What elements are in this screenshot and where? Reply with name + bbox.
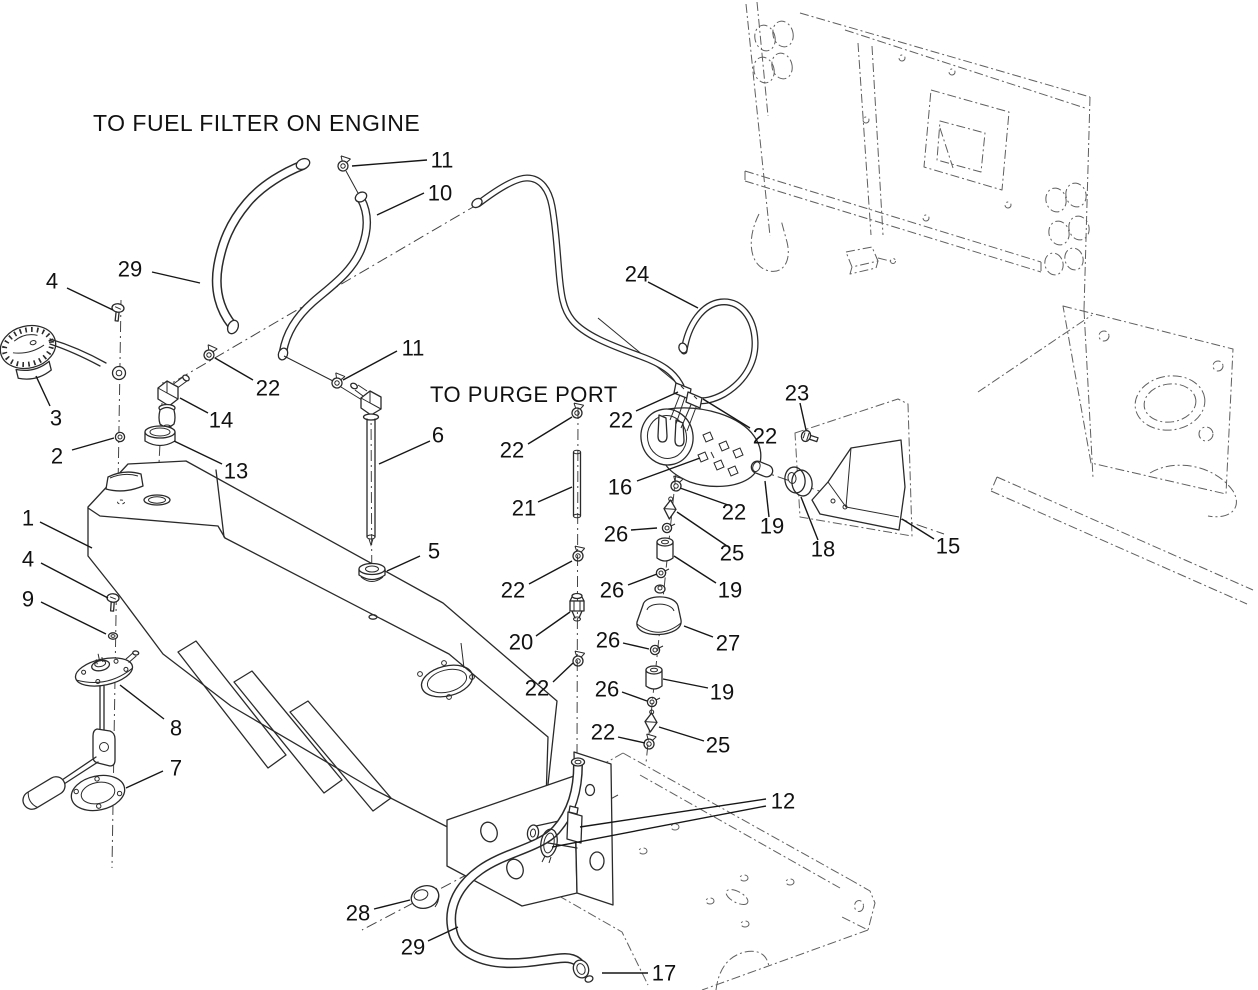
leader-line-26 (623, 643, 649, 649)
callout-26: 26 (599, 577, 625, 603)
callout-1: 1 (21, 505, 35, 531)
callout-18: 18 (810, 536, 836, 562)
bushing-13 (145, 426, 175, 446)
leader-line-11 (352, 160, 427, 166)
callout-23: 23 (784, 380, 810, 406)
pump-terminal (658, 415, 667, 442)
leader-line-25 (659, 727, 704, 741)
callout-27: 27 (715, 630, 741, 656)
callout-19: 19 (709, 679, 735, 705)
grommet-18 (783, 465, 814, 497)
fitting-20 (570, 594, 584, 622)
leader-line-26 (631, 528, 657, 530)
callout-9: 9 (21, 586, 35, 612)
callout-5: 5 (427, 538, 441, 564)
callout-29: 29 (117, 256, 143, 282)
callout-22: 22 (752, 423, 778, 449)
callout-2: 2 (50, 443, 64, 469)
callout-20: 20 (508, 629, 534, 655)
leader-line-27 (684, 626, 713, 637)
callout-22: 22 (608, 407, 634, 433)
callout-7: 7 (169, 755, 183, 781)
bracket-15 (812, 440, 905, 530)
leader-line-19 (663, 679, 708, 688)
leader-line-19 (674, 556, 716, 583)
callout-22: 22 (255, 375, 281, 401)
callout-4: 4 (45, 268, 59, 294)
callout-25: 25 (719, 540, 745, 566)
note-to-fuel-filter: TO FUEL FILTER ON ENGINE (93, 110, 421, 136)
leader-line-23 (800, 403, 806, 430)
screw-23 (800, 429, 819, 445)
screw-4-lower (106, 593, 119, 611)
hose-10 (277, 190, 369, 361)
fuel-cap (0, 320, 126, 385)
callout-13: 13 (223, 458, 249, 484)
callout-29: 29 (400, 934, 426, 960)
leader-line-22 (529, 561, 572, 584)
leader-line-29 (152, 272, 200, 283)
callout-22: 22 (499, 437, 525, 463)
filter-column (637, 476, 683, 750)
callout-22: 22 (524, 675, 550, 701)
leader-line-10 (377, 193, 424, 215)
callout-22: 22 (590, 719, 616, 745)
leader-line-13 (174, 441, 222, 464)
leader-line-4 (67, 288, 113, 310)
callout-12: 12 (770, 788, 796, 814)
callout-19: 19 (717, 577, 743, 603)
fuel-filter-27 (637, 585, 681, 635)
washer-9 (109, 633, 118, 639)
leader-line-26 (628, 574, 657, 585)
fuel-tank (88, 458, 557, 839)
clamp-22-pump-right (686, 392, 702, 408)
callout-26: 26 (603, 521, 629, 547)
callout-8: 8 (169, 715, 183, 741)
callout-22: 22 (500, 577, 526, 603)
callout-28: 28 (345, 900, 371, 926)
leader-line-22 (618, 737, 645, 743)
callout-17: 17 (651, 960, 677, 986)
leader-line-19 (765, 481, 769, 517)
callout-15: 15 (935, 533, 961, 559)
gasket-7 (68, 771, 128, 815)
leader-line-3 (36, 376, 50, 406)
callout-19: 19 (759, 513, 785, 539)
tether-ring (113, 367, 126, 380)
grommet-28 (408, 882, 441, 912)
callout-6: 6 (431, 422, 445, 448)
leader-line-21 (538, 487, 572, 502)
vent-tube-6 (350, 382, 381, 545)
leader-line-22 (553, 663, 573, 682)
leader-line-22 (528, 417, 572, 444)
leader-line-24 (648, 282, 698, 308)
callout-26: 26 (595, 627, 621, 653)
leader-line-14 (180, 398, 208, 413)
leader-line-22 (215, 358, 253, 380)
callout-11: 11 (430, 147, 454, 173)
leader-line-5 (387, 556, 420, 571)
callout-26: 26 (594, 676, 620, 702)
note-to-purge-port: TO PURGE PORT (430, 382, 618, 407)
callout-14: 14 (208, 407, 234, 433)
callout-25: 25 (705, 732, 731, 758)
screw-4-top (111, 303, 125, 321)
clamp-11-mid (330, 373, 345, 390)
callout-16: 16 (607, 474, 633, 500)
hose-24-loop (678, 302, 756, 401)
callout-11: 11 (401, 335, 425, 361)
leader-line-20 (536, 612, 570, 636)
float (20, 773, 69, 812)
leader-line-9 (41, 602, 106, 634)
callout-4: 4 (21, 546, 35, 572)
callout-21: 21 (511, 495, 537, 521)
leader-line-11 (343, 351, 397, 380)
float-pivot (93, 729, 115, 766)
leader-line-6 (379, 441, 430, 464)
callout-3: 3 (49, 405, 63, 431)
leader-line-1 (40, 522, 92, 548)
grommet-5 (359, 564, 385, 582)
clamp-11-top (337, 156, 351, 172)
clamp-22-top (202, 345, 217, 362)
leader-line-15 (902, 519, 934, 539)
hose-29-upper (217, 157, 312, 336)
callout-10: 10 (427, 180, 453, 206)
leader-line-26 (622, 692, 647, 701)
callout-24: 24 (624, 261, 650, 287)
leader-line-7 (126, 771, 163, 788)
grommet-2 (115, 432, 124, 441)
leader-line-2 (72, 438, 114, 450)
callout-22: 22 (721, 499, 747, 525)
leader-line-8 (120, 685, 164, 719)
